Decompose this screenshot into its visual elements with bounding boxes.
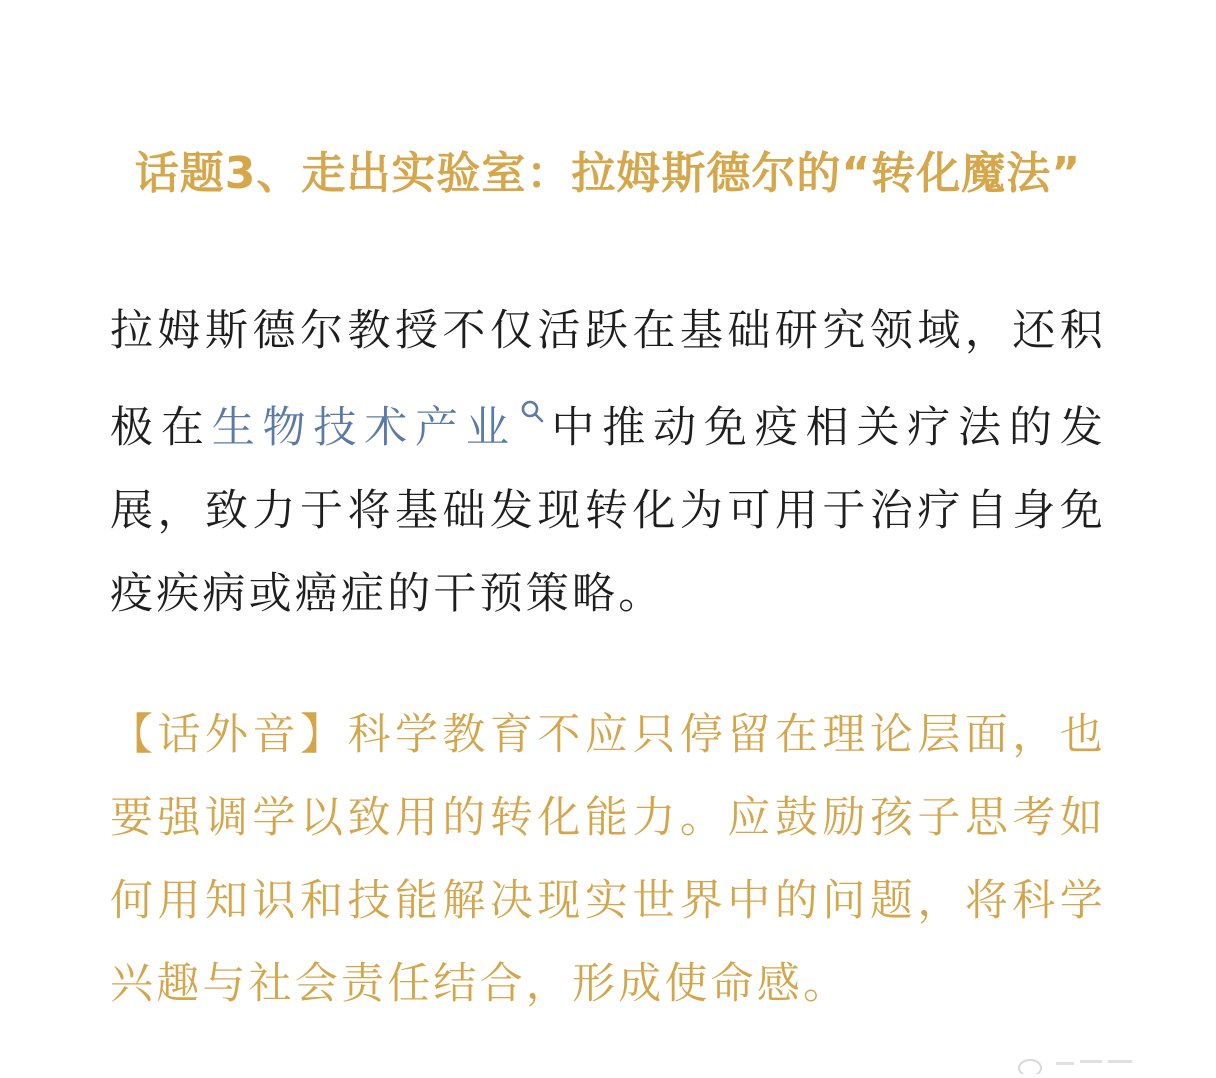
body-paragraph xyxy=(110,290,1106,636)
body-text-before-link: 拉姆斯德尔教授不仅活跃在基础研究领域，还积极在 xyxy=(110,306,1106,453)
aside-paragraph: 【话外音】科学教育不应只停留在理论层面，也要强调学以致用的转化能力。应鼓励孩子思考如何用知识和技能解决现实世界中的问题，将科学兴趣与社会责任结合，形成使命感。 xyxy=(110,710,1106,1009)
section-heading: 话题3、走出实验室：拉姆斯德尔的“转化魔法” xyxy=(134,148,1082,199)
search-icon[interactable] xyxy=(519,373,547,403)
body-text-after-link: 中推动免疫相关疗法的发展，致力于将基础发现转化为可用于治疗自身免疫疾病或癌症的干预策略。 xyxy=(110,403,1107,619)
keyword-link[interactable]: 生物技术产业 xyxy=(211,403,517,453)
watermark xyxy=(1016,1054,1156,1074)
